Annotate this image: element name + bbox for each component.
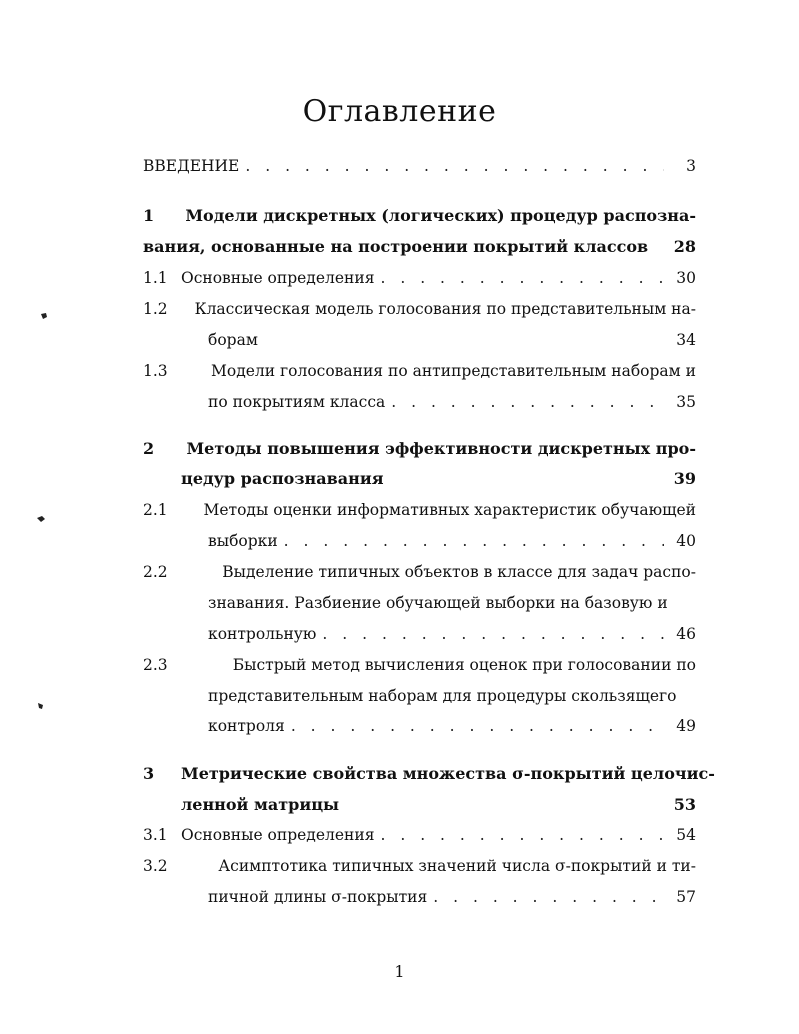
toc-section-2-3[interactable] xyxy=(143,656,696,674)
scan-speck-icon xyxy=(37,702,45,710)
section-title-line: Асимптотика типичных значений числа σ-покрытий и ти- xyxy=(218,857,696,875)
toc-chapter-3-cont[interactable] xyxy=(143,795,696,814)
section-number: 1.3 xyxy=(143,362,168,380)
section-title-line: по покрытиям класса xyxy=(208,393,386,411)
toc-page-number: 39 xyxy=(673,469,696,488)
dot-leader xyxy=(380,269,664,287)
dot-leader xyxy=(391,393,664,411)
toc-section-2-2-cont[interactable] xyxy=(143,594,696,612)
section-title-line: контроля xyxy=(208,717,285,735)
section-title-line: Основные определения xyxy=(181,269,375,287)
toc-section-2-1-cont[interactable] xyxy=(143,532,696,550)
section-number: 2.3 xyxy=(143,656,168,674)
toc-page-number: 30 xyxy=(676,269,696,287)
toc-section-1-3[interactable] xyxy=(143,362,696,380)
chapter-title-line: Методы повышения эффективности дискретных про- xyxy=(186,439,696,458)
section-title-line: борам xyxy=(208,331,258,349)
dot-leader xyxy=(433,888,664,906)
section-title-line: знавания. Разбиение обучающей выборки на базовую и xyxy=(208,594,668,612)
toc-chapter-3[interactable] xyxy=(143,764,715,783)
chapter-number: 1 xyxy=(143,206,155,225)
chapter-title-line: Метрические свойства множества σ-покрытий целочис- xyxy=(181,764,715,783)
toc-section-1-2-cont[interactable] xyxy=(143,331,696,349)
toc-page-number: 46 xyxy=(676,625,696,643)
toc-page-number: 3 xyxy=(686,157,696,175)
section-number: 2.1 xyxy=(143,501,168,519)
section-number: 1.1 xyxy=(143,269,168,287)
section-number: 3.1 xyxy=(143,826,168,844)
toc-section-2-3-cont2[interactable] xyxy=(143,717,696,735)
dot-leader xyxy=(245,157,664,175)
toc-section-2-3-cont[interactable] xyxy=(143,687,696,705)
toc-page-number: 54 xyxy=(676,826,696,844)
section-number: 3.2 xyxy=(143,857,168,875)
section-title-line: Быстрый метод вычисления оценок при голосовании по xyxy=(232,656,696,674)
section-title-line: Выделение типичных объектов в классе для задач распо- xyxy=(222,563,696,581)
toc-page-number: 53 xyxy=(673,795,696,814)
toc-chapter-2[interactable] xyxy=(143,439,696,458)
toc-section-2-2-cont2[interactable] xyxy=(143,625,696,643)
toc-page-number: 35 xyxy=(676,393,696,411)
toc-entry-label: ВВЕДЕНИЕ xyxy=(143,157,240,175)
toc-section-1-2[interactable] xyxy=(143,300,696,318)
chapter-title-line: вания, основанные на построении покрытий классов xyxy=(143,237,649,256)
section-title-line: Основные определения xyxy=(181,826,375,844)
section-title-line: Классическая модель голосования по представительным на- xyxy=(194,300,696,318)
toc-section-2-2[interactable] xyxy=(143,563,696,581)
toc-entry-intro[interactable] xyxy=(143,157,696,175)
toc-page-number: 34 xyxy=(676,331,696,349)
page-title: Оглавление xyxy=(302,94,497,129)
chapter-number: 2 xyxy=(143,439,155,458)
toc-section-3-2[interactable] xyxy=(143,857,696,875)
toc-page-number: 49 xyxy=(676,717,696,735)
dot-leader xyxy=(380,826,664,844)
toc-section-1-1[interactable] xyxy=(143,269,696,287)
section-number: 1.2 xyxy=(143,300,168,318)
section-title-line: контрольную xyxy=(208,625,317,643)
toc-chapter-1-cont[interactable] xyxy=(143,237,696,256)
toc-section-1-3-cont[interactable] xyxy=(143,393,696,411)
toc-chapter-2-cont[interactable] xyxy=(143,469,696,488)
toc-section-2-1[interactable] xyxy=(143,501,696,519)
dot-leader xyxy=(284,532,664,550)
chapter-title-line: ленной матрицы xyxy=(181,795,340,814)
dot-leader xyxy=(322,625,664,643)
toc-page-number: 40 xyxy=(676,532,696,550)
dot-leader xyxy=(291,717,664,735)
toc-section-3-2-cont[interactable] xyxy=(143,888,696,906)
section-title-line: пичной длины σ-покрытия xyxy=(208,888,428,906)
toc-page-number: 57 xyxy=(676,888,696,906)
chapter-title-line: цедур распознавания xyxy=(181,469,384,488)
section-title-line: выборки xyxy=(208,532,278,550)
section-title-line: представительным наборам для процедуры скользящего xyxy=(208,687,677,705)
page-number: 1 xyxy=(394,962,405,981)
toc-section-3-1[interactable] xyxy=(143,826,696,844)
chapter-number: 3 xyxy=(143,764,155,783)
scan-speck-icon xyxy=(40,312,48,320)
toc-page-number: 28 xyxy=(673,237,696,256)
section-title-line: Модели голосования по антипредставительным наборам и xyxy=(211,362,696,380)
chapter-title-line: Модели дискретных (логических) процедур распозна- xyxy=(185,206,696,225)
section-title-line: Методы оценки информативных характеристик обучающей xyxy=(203,501,696,519)
toc-chapter-1[interactable] xyxy=(143,206,696,225)
section-number: 2.2 xyxy=(143,563,168,581)
scan-speck-icon xyxy=(37,515,45,523)
